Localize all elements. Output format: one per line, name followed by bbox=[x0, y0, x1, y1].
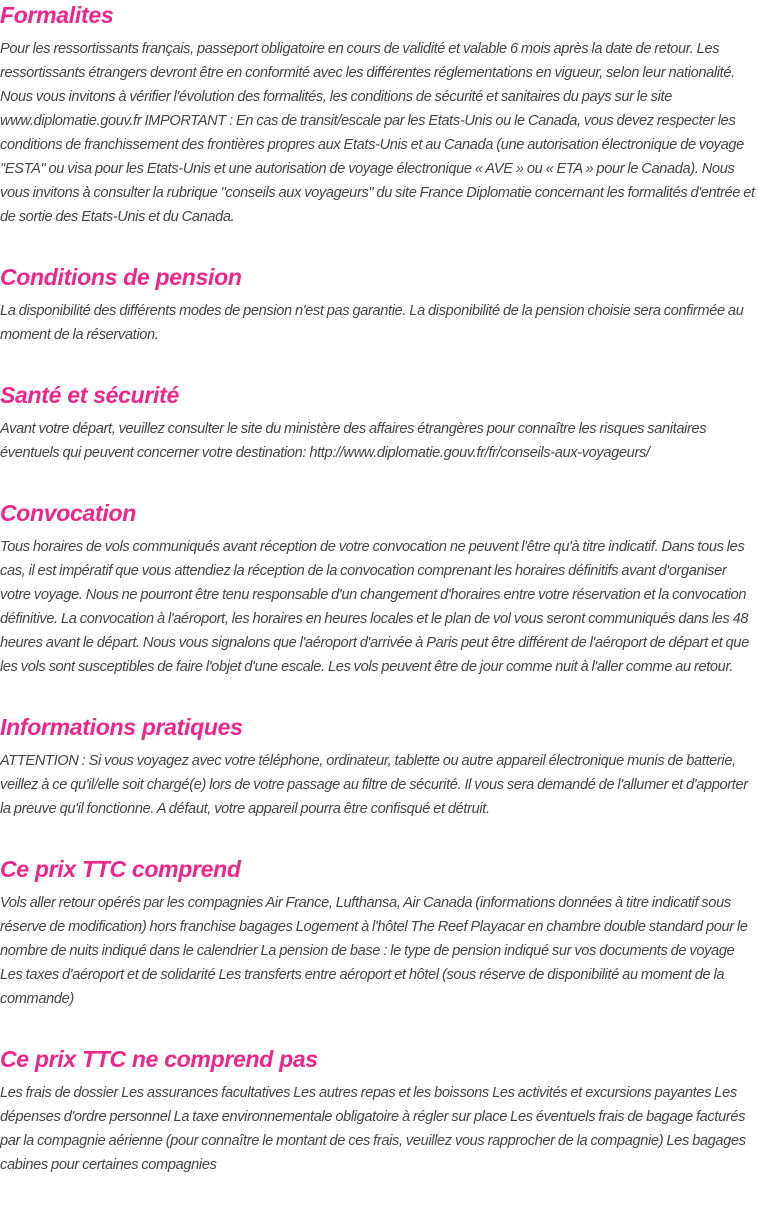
section-body-sante-et-securite: Avant votre départ, veuillez consulter le site du ministère des affaires étrangères pour connaître les risques sanitaires éventuels qui peuvent concerner votre destination: http://www.diplomatie.gouv.fr/fr/conseils-aux-voyageurs/ bbox=[0, 421, 707, 461]
section-prix-ne-comprend-pas bbox=[0, 1044, 758, 1177]
section-body-convocation: Tous horaires de vols communiqués avant réception de votre convocation ne peuvent l'être qu'à titre indicatif. Dans tous les cas, il est impératif que vous attendiez la réception de la convocation comprenant les horaires définitifs avant d'organiser votre voyage. Nous ne pourront être tenu responsable d'un changement d'horaires entre votre réservation et la convocation définitive. La convocation à l'aéroport, les horaires en heures locales et le plan de vol vous seront communiqués dans les 48 heures avant le départ. Nous vous signalons que l'aéroport d'arrivée à Paris peut être différent de l'aéroport de départ et que les vols sont susceptibles de faire l'objet d'une escale. Les vols peuvent être de jour comme nuit à l'aller comme au retour. bbox=[0, 539, 749, 675]
section-body-informations-pratiques: ATTENTION : Si vous voyagez avec votre téléphone, ordinateur, tablette ou autre appareil électronique munis de batterie, veillez à ce qu'il/elle soit chargé(e) lors de votre passage au filtre de sécurité. Il vous sera demandé de l'allumer et d'apporter la preuve qu'il fonctionne. A défaut, votre appareil pourra être confisqué et détruit. bbox=[0, 753, 748, 817]
section-body-formalites: Pour les ressortissants français, passeport obligatoire en cours de validité et valable 6 mois après la date de retour. Les ressortissants étrangers devront être en conformité avec les différentes réglementations en vigueur, selon leur nationalité. Nous vous invitons à vérifier l'évolution des formalités, les conditions de sécurité et sanitaires du pays sur le site www.diplomatie.gouv.fr IMPORTANT : En cas de transit/escale par les Etats-Unis ou le Canada, vous devez respecter les conditions de franchissement des frontières propres aux Etats-Unis et au Canada (une autorisation électronique de voyage "ESTA" ou visa pour les Etats-Unis et une autorisation de voyage électronique « AVE » ou « ETA » pour le Canada). Nous vous invitons à consulter la rubrique "conseils aux voyageurs" du site France Diplomatie concernant les formalités d'entrée et de sortie des Etats-Unis et du Canada. bbox=[0, 41, 755, 225]
section-convocation bbox=[0, 498, 758, 679]
section-title-conditions-de-pension: Conditions de pension bbox=[0, 264, 242, 290]
section-conditions-de-pension bbox=[0, 262, 758, 347]
section-title-prix-comprend: Ce prix TTC comprend bbox=[0, 856, 241, 882]
section-title-informations-pratiques: Informations pratiques bbox=[0, 714, 243, 740]
section-title-prix-ne-comprend-pas: Ce prix TTC ne comprend pas bbox=[0, 1046, 318, 1072]
section-prix-comprend bbox=[0, 854, 758, 1011]
section-title-sante-et-securite: Santé et sécurité bbox=[0, 382, 179, 408]
section-informations-pratiques bbox=[0, 712, 758, 821]
section-title-formalites: Formalites bbox=[0, 2, 114, 28]
section-body-prix-ne-comprend-pas: Les frais de dossier Les assurances facultatives Les autres repas et les boissons Les activités et excursions payantes Les dépenses d'ordre personnel La taxe environnementale obligatoire à régler sur place Les éventuels frais de bagage facturés par la compagnie aérienne (pour connaître le montant de ces frais, veuillez vous rapprocher de la compagnie) Les bagages cabines pour certaines compagnies bbox=[0, 1085, 746, 1173]
section-body-conditions-de-pension: La disponibilité des différents modes de pension n'est pas garantie. La disponibilité de la pension choisie sera confirmée au moment de la réservation. bbox=[0, 303, 744, 343]
section-formalites bbox=[0, 0, 758, 229]
section-title-convocation: Convocation bbox=[0, 500, 136, 526]
section-sante-et-securite bbox=[0, 380, 758, 465]
section-body-prix-comprend: Vols aller retour opérés par les compagnies Air France, Lufthansa, Air Canada (informations données à titre indicatif sous réserve de modification) hors franchise bagages Logement à l'hôtel The Reef Playacar en chambre double standard pour le nombre de nuits indiqué dans le calendrier La pension de base : le type de pension indiqué sur vos documents de voyage Les taxes d'aéroport et de solidarité Les transferts entre aéroport et hôtel (sous réserve de disponibilité au moment de la commande) bbox=[0, 895, 748, 1007]
